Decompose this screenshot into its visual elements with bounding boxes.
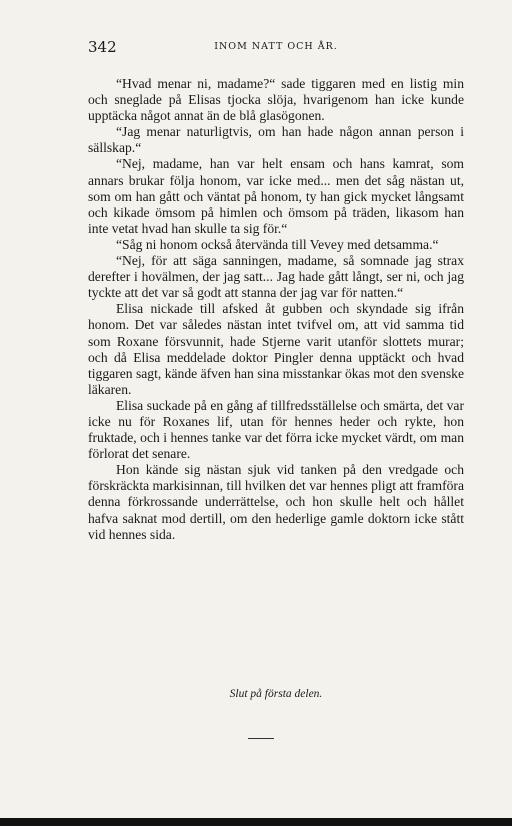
divider-rule <box>248 738 274 739</box>
paragraph: Hon kände sig nästan sjuk vid tanken på den vredgade och förskräckta markisinnan, till hvilken det var hennes pligt att framföra denna förkrossande underrättelse, och hon skulle helt och hållet hafva saknat mod dertill, om den hederlige gamle doktorn icke stått vid hennes sida. <box>88 462 464 542</box>
running-head: INOM NATT OCH ÅR. <box>214 41 338 52</box>
paragraph: “Såg ni honom också återvända till Vevey med detsamma.“ <box>116 236 439 252</box>
paragraph: Elisa nickade till afsked åt gubben och skyndade sig ifrån honom. Det var således nästan intet tvifvel om, att vid samma tid som Roxane försvunnit, hade Stjerne varit utanför slottets murar; och då Elisa meddelade doktor Pingler denna upptäckt och hvad tiggaren sagt, kände äfven han sina misstankar ökas mot den svenske läkaren. <box>88 301 464 397</box>
page-header <box>88 38 464 60</box>
paragraph: “Nej, för att säga sanningen, madame, så somnade jag strax derefter i hovälmen, der jag satt... Jag hade gått långt, ser ni, och jag tyckte att det var så godt att stanna der jag var för natten.“ <box>88 253 464 301</box>
paragraph: “Nej, madame, han var helt ensam och hans kamrat, som annars brukar följa honom, var icke med... men det såg nästan ut, som om han gått och väntat på honom, ty han gick mycket långsamt och kikade ömsom på himlen och ömsom på träden, likasom han inte vetat hvad han skulle ta sig för.“ <box>88 156 464 236</box>
page-number: 342 <box>88 38 117 56</box>
paragraph: “Jag menar naturligtvis, om han hade någon annan person i sällskap.“ <box>88 124 464 156</box>
scan-edge-bar <box>0 818 512 826</box>
paragraph: “Hvad menar ni, madame?“ sade tiggaren med en listig min och sneglade på Elisas tjocka slöja, hvarigenom han icke kunde upptäcka något annat än de blå glasögonen. <box>88 76 464 124</box>
paragraph: Elisa suckade på en gång af tillfredsställelse och smärta, det var icke nu för Roxanes lif, utan för hennes heder och rykte, hon fruktade, och i hennes tanke var det förra icke mycket värdt, om man förlorat det senare. <box>88 397 464 462</box>
body-text <box>88 76 464 543</box>
end-note: Slut på första delen. <box>229 688 323 700</box>
